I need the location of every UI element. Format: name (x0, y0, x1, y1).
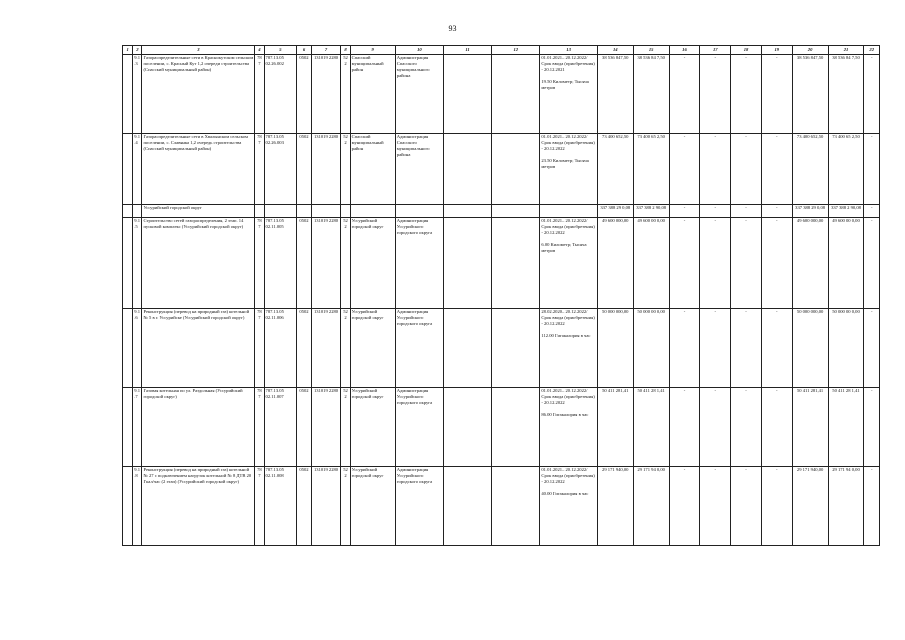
table-cell: 9.1.4 (133, 134, 142, 205)
column-header: 9 (350, 46, 395, 55)
table-cell: 01.01.2021– 20.12.2022/ Срок ввода (приобретения) - 20.12.2022 6.00 Километр; Тысяча метров (540, 218, 597, 309)
table-cell: 787 (255, 388, 264, 467)
table-cell: Уссурийский городской округ (142, 205, 255, 218)
table-cell: 131019 2280 (311, 55, 341, 134)
table-cell (311, 205, 341, 218)
table-cell: - (731, 205, 762, 218)
table-cell: 337 388 29 0,08 (792, 205, 828, 218)
table-cell: 49 600 000,00 (597, 218, 633, 309)
table-cell: 337 388 29 0,08 (597, 205, 633, 218)
table-cell: 522 (341, 218, 350, 309)
table-cell (350, 205, 395, 218)
table-cell: Строительство сетей газораспределения, 2 этап. 14 пусковой комплекс (Уссурийский городской округ) (142, 218, 255, 309)
table-cell: - (864, 467, 880, 546)
table-cell: - (669, 467, 700, 546)
table-cell: Администрация Уссурийского городского округа (395, 218, 443, 309)
table-cell: 50 411 281,41 (597, 388, 633, 467)
table-cell: 131019 2280 (311, 218, 341, 309)
table-cell: - (700, 309, 731, 388)
column-header: 16 (669, 46, 700, 55)
table-cell: 522 (341, 467, 350, 546)
header-row (123, 46, 880, 55)
table-cell: Газораспределительные сети в Краснокутском сельском поселении, с. Красный Кут 1,2 очереди строительства (Спасский муниципальный район) (142, 55, 255, 134)
table-cell: Реконструкция (перевод на природный газ) котельной № 5 в г. Уссурийске (Уссурийский городской округ) (142, 309, 255, 388)
table-cell: - (731, 134, 762, 205)
table-cell: 01.01.2021– 20.12.2022/ Срок ввода (приобретения) - 20.12.2022 23.50 Километр; Тысяча метров (540, 134, 597, 205)
table-cell: 522 (341, 134, 350, 205)
table-cell: 0502 (297, 388, 311, 467)
column-header: 11 (443, 46, 491, 55)
table-cell: 0502 (297, 55, 311, 134)
table-cell: 38 536 847,50 (792, 55, 828, 134)
table-cell: 73 400 65 2,50 (633, 134, 669, 205)
table-cell (492, 134, 540, 205)
table-cell: 50 411 281,41 (792, 388, 828, 467)
table-cell: 73 400 652,50 (597, 134, 633, 205)
table-cell: - (864, 309, 880, 388)
table-cell: - (761, 309, 792, 388)
column-header: 10 (395, 46, 443, 55)
table-row (123, 467, 880, 546)
table-cell: 50 411 28 1,41 (633, 388, 669, 467)
table-cell: 337 388 2 90,08 (828, 205, 864, 218)
table-cell: 787.13.05 02.11.005 (264, 218, 297, 309)
table-cell: - (761, 218, 792, 309)
column-header: 14 (597, 46, 633, 55)
table-cell: - (669, 134, 700, 205)
table-cell: - (731, 218, 762, 309)
table-cell: - (864, 134, 880, 205)
table-cell: - (700, 388, 731, 467)
table-cell: 522 (341, 388, 350, 467)
table-cell: 131019 2280 (311, 388, 341, 467)
column-header: 17 (700, 46, 731, 55)
table-cell (443, 205, 491, 218)
table-cell: - (761, 205, 792, 218)
table-cell: 787.13.05 02.11.006 (264, 309, 297, 388)
table-cell: 131019 2280 (311, 309, 341, 388)
table-cell: 9.1.8 (133, 467, 142, 546)
column-header: 1 (123, 46, 133, 55)
table-cell: 787 (255, 467, 264, 546)
column-header: 2 (133, 46, 142, 55)
table-cell: - (731, 55, 762, 134)
table-cell: 01.01.2021– 20.12.2022/ Срок ввода (приобретения) - 20.12.2022 86.00 Гигакалория в час (540, 388, 597, 467)
table-cell (443, 388, 491, 467)
table-cell: - (731, 388, 762, 467)
table-row (123, 55, 880, 134)
table-cell: - (700, 55, 731, 134)
table-cell: 787.13.05 02.26.003 (264, 134, 297, 205)
table-cell (133, 205, 142, 218)
table-cell: - (669, 55, 700, 134)
table-cell: 787 (255, 218, 264, 309)
column-header: 20 (792, 46, 828, 55)
table-cell: 0502 (297, 467, 311, 546)
table-cell: Администрация Уссурийского городского округа (395, 309, 443, 388)
table-row (123, 134, 880, 205)
table-cell: - (731, 309, 762, 388)
table-cell: 131019 2280 (311, 134, 341, 205)
table-cell: - (700, 218, 731, 309)
table-cell: - (864, 388, 880, 467)
table-cell: 522 (341, 55, 350, 134)
table-cell: 29 171 940,00 (597, 467, 633, 546)
table-cell: 73 400 65 2,50 (828, 134, 864, 205)
table-cell: - (700, 467, 731, 546)
table-cell: 787 (255, 55, 264, 134)
table-cell: 787.13.05 02.11.008 (264, 467, 297, 546)
table-cell: 28.02.2020– 20.12.2022/ Срок ввода (приобретения) - 20.12.2022 112.00 Гигакалория в час (540, 309, 597, 388)
table-cell: - (761, 388, 792, 467)
table-cell: 38 536 847,50 (597, 55, 633, 134)
table-cell: 0502 (297, 309, 311, 388)
table-cell: - (864, 205, 880, 218)
table-cell: 131019 2280 (311, 467, 341, 546)
table-cell: Газораспределительные сети в Хвалынском сельском поселении, с. Славянка 1,2 очередь строительства (Спасский муниципальный район) (142, 134, 255, 205)
table-cell: Уссурийский городской округ (350, 309, 395, 388)
table-row (123, 388, 880, 467)
page-number: 93 (448, 24, 457, 33)
table-cell: 38 536 84 7,50 (633, 55, 669, 134)
table-cell (492, 309, 540, 388)
table-cell: - (700, 134, 731, 205)
table-cell: 50 000 000,00 (597, 309, 633, 388)
table-cell (123, 55, 133, 134)
table-cell: - (864, 55, 880, 134)
table-cell: 787.13.05 02.11.007 (264, 388, 297, 467)
table-cell: 73 400 652,50 (792, 134, 828, 205)
table-cell: 29 171 94 0,00 (828, 467, 864, 546)
table-cell: Администрация Уссурийского городского округа (395, 467, 443, 546)
column-header: 7 (311, 46, 341, 55)
table-cell (492, 467, 540, 546)
table-cell: Администрация Спасского муниципального района (395, 134, 443, 205)
table-cell: 9.1.3 (133, 55, 142, 134)
table-cell (492, 218, 540, 309)
table-cell: 787.13.05 02.26.002 (264, 55, 297, 134)
table-cell: 9.1.7 (133, 388, 142, 467)
table-cell (123, 218, 133, 309)
table-cell: - (669, 388, 700, 467)
table-cell: 0502 (297, 134, 311, 205)
table-row (123, 205, 880, 218)
table-cell: 9.1.5 (133, 218, 142, 309)
column-header: 8 (341, 46, 350, 55)
table-cell (443, 467, 491, 546)
table-cell (123, 134, 133, 205)
table-cell (443, 134, 491, 205)
table-cell: 337 388 2 90,08 (633, 205, 669, 218)
column-header: 19 (761, 46, 792, 55)
table-cell: 9.1.6 (133, 309, 142, 388)
column-header: 6 (297, 46, 311, 55)
column-header: 22 (864, 46, 880, 55)
table-cell (123, 205, 133, 218)
table-cell: 50 000 00 0,00 (633, 309, 669, 388)
table-cell (443, 55, 491, 134)
table-cell: 50 411 28 1,41 (828, 388, 864, 467)
table-cell (492, 205, 540, 218)
table-cell: - (669, 205, 700, 218)
table-row (123, 218, 880, 309)
table-cell: 522 (341, 309, 350, 388)
budget-table (122, 45, 880, 546)
table-row (123, 309, 880, 388)
table-cell: Газовая котельная по ул. Раздольная (Уссурийский городской округ) (142, 388, 255, 467)
table-cell: - (669, 218, 700, 309)
table-cell: Уссурийский городской округ (350, 388, 395, 467)
table-cell (492, 55, 540, 134)
table-cell (123, 388, 133, 467)
table-cell: 01.01.2021– 20.12.2022/ Срок ввода (приобретения) - 20.12.2021 19.50 Километр; Тысяча метров (540, 55, 597, 134)
table-cell: 29 171 940,00 (792, 467, 828, 546)
table-cell (297, 205, 311, 218)
table-cell: Администрация Уссурийского городского округа (395, 388, 443, 467)
table-cell: Уссурийский городской округ (350, 218, 395, 309)
table-cell: 01.01.2021– 20.12.2022/ Срок ввода (приобретения) - 20.12.2022 40.00 Гигакалория в час (540, 467, 597, 546)
table-cell (123, 467, 133, 546)
table-cell: 29 171 94 0,00 (633, 467, 669, 546)
column-header: 18 (731, 46, 762, 55)
table-cell (264, 205, 297, 218)
table-cell (540, 205, 597, 218)
table-cell: 49 600 000,00 (792, 218, 828, 309)
table-cell (443, 309, 491, 388)
table-cell: - (700, 205, 731, 218)
table-cell: 49 600 00 0,00 (828, 218, 864, 309)
table-cell: 787 (255, 134, 264, 205)
table-cell: Спасский муниципальный район (350, 134, 395, 205)
table-cell: - (669, 309, 700, 388)
column-header: 5 (264, 46, 297, 55)
table-cell: Администрация Спасского муниципального района (395, 55, 443, 134)
table-cell: 787 (255, 309, 264, 388)
table-cell: 49 600 00 0,00 (633, 218, 669, 309)
table-cell: - (864, 218, 880, 309)
table-cell (443, 218, 491, 309)
table-cell (492, 388, 540, 467)
table-cell: 50 000 000,00 (792, 309, 828, 388)
table-cell: Уссурийский городской округ (350, 467, 395, 546)
table-cell (255, 205, 264, 218)
column-header: 21 (828, 46, 864, 55)
column-header: 4 (255, 46, 264, 55)
table-cell: 50 000 00 0,00 (828, 309, 864, 388)
column-header: 13 (540, 46, 597, 55)
table-cell: Спасский муниципальный район (350, 55, 395, 134)
table-cell (341, 205, 350, 218)
table-cell (123, 309, 133, 388)
column-header: 3 (142, 46, 255, 55)
table-cell (395, 205, 443, 218)
table-cell: - (761, 134, 792, 205)
column-header: 15 (633, 46, 669, 55)
table-cell: - (761, 467, 792, 546)
table-cell: 0502 (297, 218, 311, 309)
table-cell: - (761, 55, 792, 134)
table-cell: - (731, 467, 762, 546)
table-cell: Реконструкция (перевод на природный газ) котельной № 27 с подключением нагрузок котельной № 8 ДТВ 20 Гкал/час (2 этап) (Уссурийский городской округ) (142, 467, 255, 546)
column-header: 12 (492, 46, 540, 55)
table-cell: 38 536 84 7,50 (828, 55, 864, 134)
